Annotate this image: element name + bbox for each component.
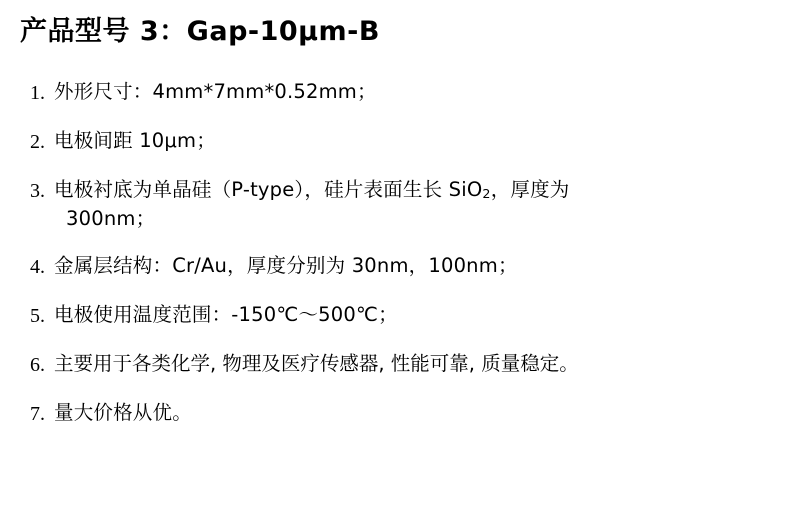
- list-item-text-after: ，厚度为: [490, 178, 570, 202]
- list-item: [20, 252, 780, 282]
- list-item-text: 电极间距 10μm；: [54, 129, 216, 153]
- list-item: [20, 78, 780, 108]
- list-item: [20, 127, 780, 157]
- list-item-number: 7.: [30, 402, 45, 425]
- list-item-number: 4.: [30, 255, 45, 278]
- list-item-text: [54, 176, 780, 233]
- list-item-text: 外形尺寸：4mm*7mm*0.52mm；: [54, 80, 377, 104]
- list-item-text: 金属层结构：Cr/Au，厚度分别为 30nm，100nm；: [54, 253, 518, 277]
- list-item: [20, 350, 780, 380]
- list-item-text: 量大价格从优。: [54, 400, 192, 424]
- list-item-text-main: 电极衬底为单晶硅（P-type），硅片表面生长 SiO: [54, 178, 483, 202]
- list-item: [20, 176, 780, 233]
- list-item: [20, 301, 780, 331]
- list-item-number: 2.: [30, 131, 45, 154]
- list-item-text-continued: 300nm；: [66, 206, 156, 230]
- list-item-text: 主要用于各类化学, 物理及医疗传感器, 性能可靠, 质量稳定。: [54, 351, 579, 375]
- specification-list: [20, 78, 780, 429]
- list-item-number: 5.: [30, 304, 45, 327]
- list-item: [20, 399, 780, 429]
- list-item-number: 3.: [30, 180, 45, 203]
- list-item-number: 6.: [30, 353, 45, 376]
- list-item-subscript: 2: [482, 186, 491, 202]
- page-title: 产品型号 3：Gap-10μm-B: [20, 16, 380, 47]
- list-item-number: 1.: [30, 82, 45, 105]
- list-item-text: 电极使用温度范围：-150℃～500℃；: [54, 302, 398, 326]
